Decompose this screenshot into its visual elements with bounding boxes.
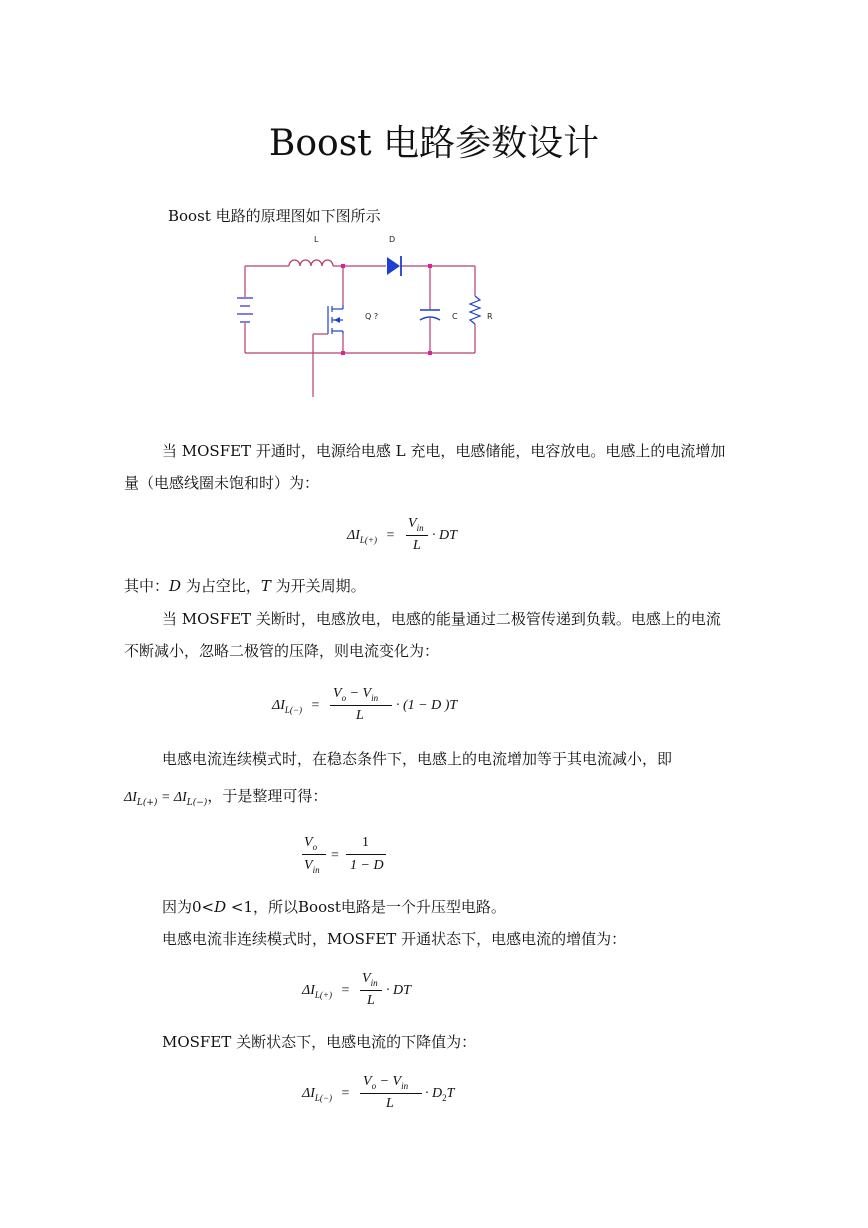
eq5-num-sub2: in	[401, 1080, 409, 1091]
eq2-den: L	[356, 708, 364, 723]
eq3-den-sub: in	[312, 864, 320, 875]
eq3-right-fraction	[346, 835, 386, 879]
eq5-equals: =	[341, 1086, 350, 1101]
para2-start: 其中：	[124, 577, 170, 595]
eq3-num: V	[304, 835, 313, 850]
para2-t: T	[260, 577, 271, 595]
eq2-lhs	[272, 698, 319, 715]
eq5-num-v: V	[363, 1074, 372, 1089]
boost-circuit-diagram	[225, 230, 505, 402]
eq4-fraction-bar	[360, 990, 382, 991]
eq1-lhs	[347, 528, 394, 545]
para4-sub2: L(−)	[186, 798, 208, 808]
eq2-fraction-bar	[330, 705, 392, 706]
eq4-equals: =	[341, 983, 350, 998]
eq2-fraction	[330, 686, 392, 728]
eq2-delta-i: ΔI	[272, 698, 285, 713]
eq4-delta-i: ΔI	[302, 983, 315, 998]
eq3-rden: 1 − D	[350, 858, 384, 873]
eq5-rhs-end: T	[446, 1086, 455, 1101]
eq1-lhs-sub: L(+)	[359, 534, 377, 545]
label-mosfet: Q ?	[365, 312, 379, 321]
intro-text: Boost 电路的原理图如下图所示	[168, 207, 381, 225]
eq5-den: L	[386, 1096, 394, 1111]
eq3-left-bar	[302, 854, 326, 855]
eq2-num-sub2: in	[371, 692, 379, 703]
para4-line2	[124, 786, 327, 813]
eq1-fraction	[406, 516, 428, 558]
eq3-rnum: 1	[362, 835, 369, 850]
para7: MOSFET 关断状态下，电感电流的下降值为：	[162, 1033, 477, 1051]
eq4-num-sub: in	[370, 977, 378, 988]
para4-line1: 电感电流连续模式时，在稳态条件下，电感上的电流增加等于其电流减小，即	[162, 750, 673, 768]
para2-d: D	[169, 577, 182, 595]
eq5-lhs-sub: L(−)	[314, 1092, 332, 1103]
eq1-delta-i: ΔI	[347, 528, 360, 543]
para1-line2: 量（电感线圈未饱和时）为：	[124, 474, 320, 492]
eq5-fraction-bar	[360, 1093, 422, 1094]
eq5-num-sub1: o	[371, 1080, 377, 1091]
label-diode: D	[389, 235, 396, 244]
eq2-lhs-sub: L(−)	[284, 704, 302, 715]
eq1-num-sub: in	[416, 522, 424, 533]
para5-b: <1，所以Boost电路是一个升压型电路。	[226, 898, 506, 916]
eq4-den: L	[367, 993, 375, 1008]
eq4-rhs: · DT	[386, 983, 411, 998]
eq4-lhs	[302, 983, 349, 1000]
para4-delta1: ΔI	[124, 790, 137, 805]
eq3-den: V	[304, 858, 313, 873]
para4-end: ，于是整理可得：	[207, 787, 328, 805]
para5-a: 因为0<	[162, 898, 215, 916]
eq2-num-v: V	[333, 686, 342, 701]
para3-line1: 当 MOSFET 关断时，电感放电，电感的能量通过二极管传递到负载。电感上的电流	[162, 610, 721, 628]
eq1-rhs: · DT	[432, 528, 457, 543]
eq1-fraction-bar	[406, 535, 428, 536]
eq5-rhs-main: · D	[425, 1086, 443, 1101]
eq4-lhs-sub: L(+)	[314, 989, 332, 1000]
eq1-num: V	[408, 516, 417, 531]
eq5-fraction	[360, 1074, 422, 1116]
label-inductor: L	[314, 235, 319, 244]
para2-mid: 为占空比，	[181, 577, 261, 595]
para2-end: 为开关周期。	[270, 577, 366, 595]
eq5-lhs	[302, 1086, 349, 1103]
para3-line2: 不断减小，忽略二极管的压降，则电流变化为：	[124, 642, 440, 660]
eq1-equals: =	[386, 528, 395, 543]
eq2-equals: =	[311, 698, 320, 713]
label-capacitor: C	[452, 312, 458, 321]
para5	[162, 897, 506, 917]
eq3-num-sub: o	[312, 841, 318, 852]
para2	[124, 576, 366, 596]
eq5-rhs-sub: 2	[442, 1092, 447, 1103]
eq2-num-mid: − V	[346, 686, 372, 701]
eq2-rhs: · (1 − D )T	[396, 698, 458, 713]
label-resistor: R	[487, 312, 493, 321]
eq1-den: L	[413, 538, 421, 553]
eq5-rhs	[425, 1086, 454, 1103]
para1-line1: 当 MOSFET 开通时，电源给电感 L 充电，电感储能，电容放电。电感上的电流增加	[162, 442, 726, 460]
eq3-right-bar	[346, 854, 386, 855]
eq4-num: V	[362, 971, 371, 986]
eq3-left-fraction	[302, 835, 326, 879]
eq5-num-mid: − V	[376, 1074, 402, 1089]
para5-d: D	[214, 898, 227, 916]
page-title: Boost 电路参数设计	[268, 123, 600, 164]
para4-sub1: L(+)	[136, 798, 158, 808]
para4-mid: = ΔI	[157, 790, 187, 805]
eq2-num-sub1: o	[341, 692, 347, 703]
eq4-fraction	[360, 971, 382, 1013]
para6: 电感电流非连续模式时，MOSFET 开通状态下，电感电流的增值为：	[162, 930, 627, 948]
eq5-delta-i: ΔI	[302, 1086, 315, 1101]
eq3-equals: =	[331, 848, 339, 863]
